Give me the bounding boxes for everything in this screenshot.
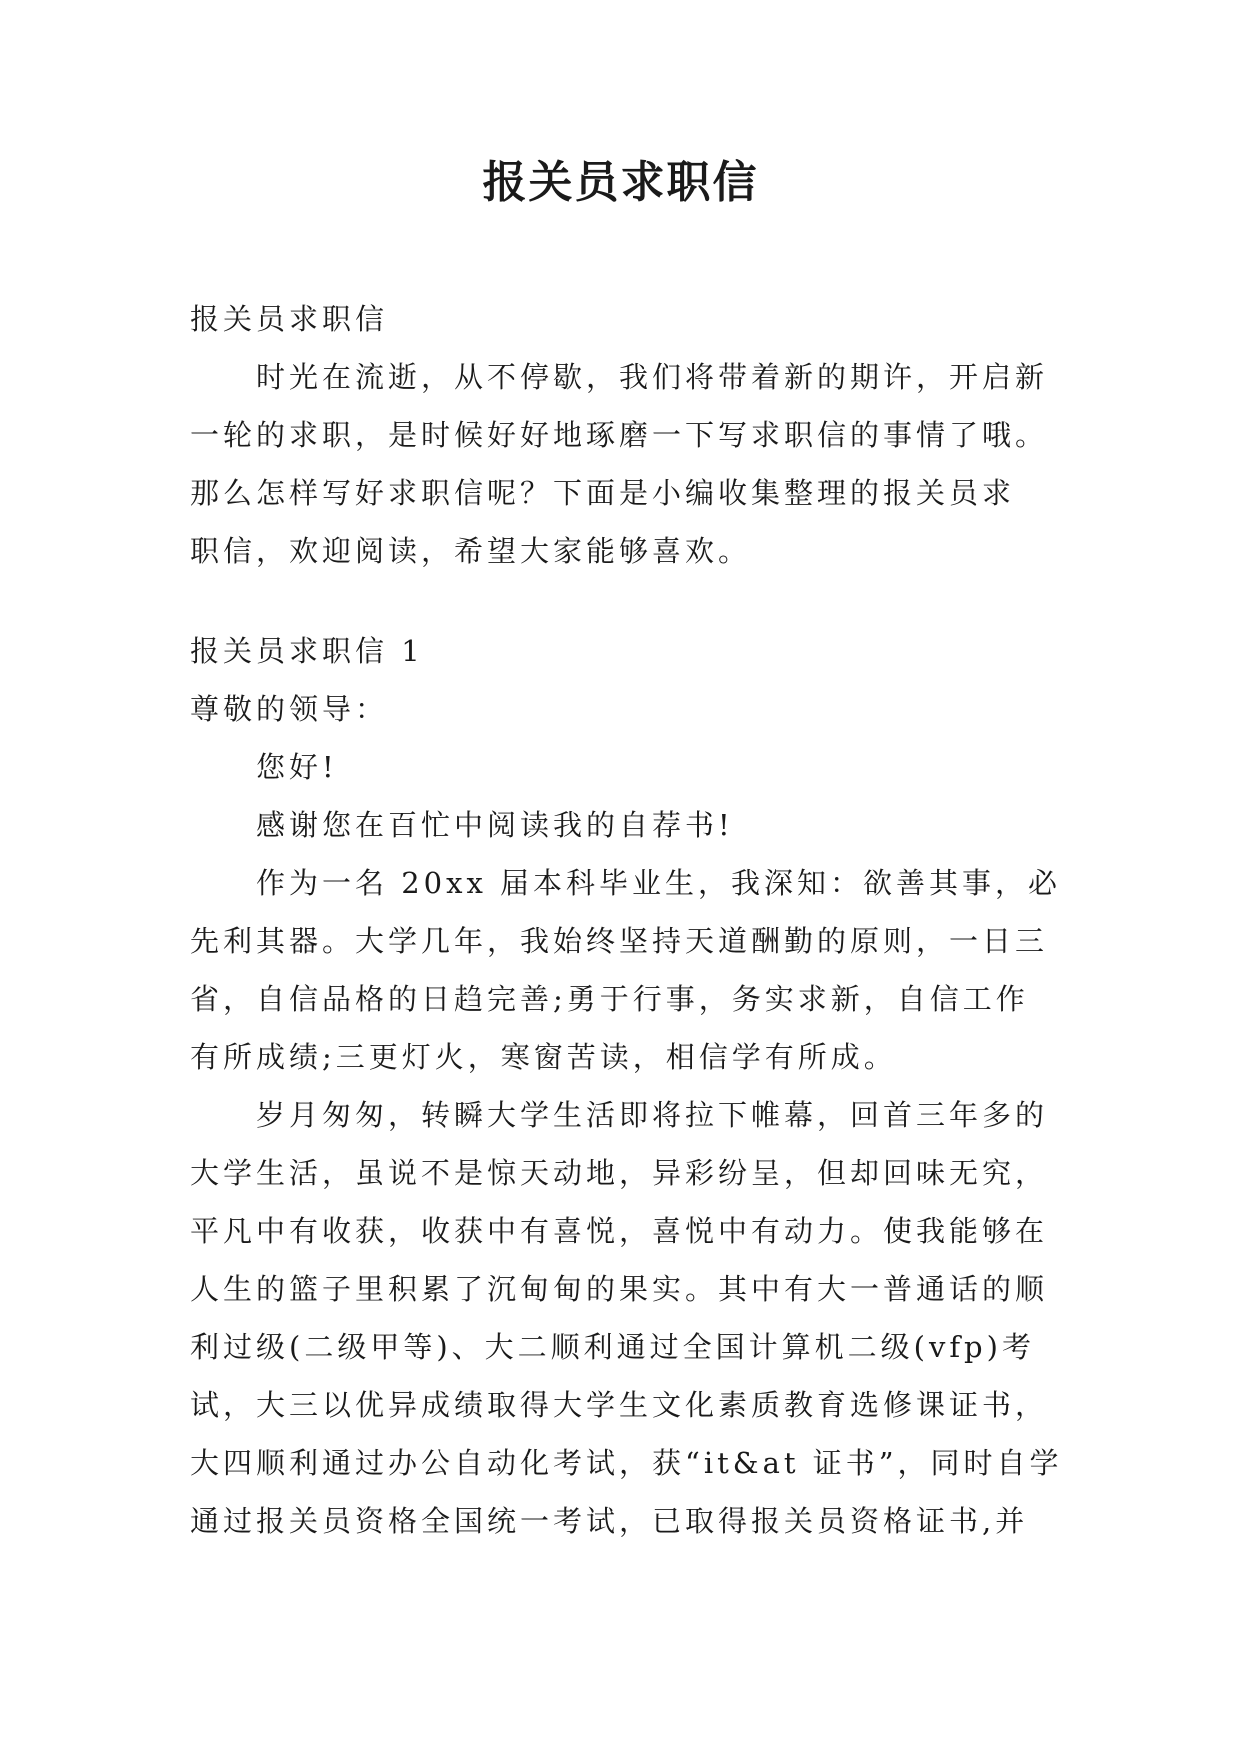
paragraph-line: 省，自信品格的日趋完善;勇于行事，务实求新，自信工作 <box>190 982 1029 1016</box>
document-body <box>190 290 1070 1550</box>
thanks-line: 感谢您在百忙中阅读我的自荐书! <box>256 808 734 842</box>
intro-line: 一轮的求职，是时候好好地琢磨一下写求职信的事情了哦。 <box>190 418 1049 452</box>
paragraph-line: 人生的篮子里积累了沉甸甸的果实。其中有大一普通话的顺 <box>190 1272 1049 1306</box>
section-heading: 报关员求职信 1 <box>190 634 424 668</box>
salutation: 尊敬的领导： <box>190 692 389 726</box>
paragraph-line: 大学生活，虽说不是惊天动地，异彩纷呈，但却回味无究， <box>190 1156 1049 1190</box>
paragraph-gap <box>190 580 1070 622</box>
paragraph-line: 有所成绩;三更灯火，寒窗苦读，相信学有所成。 <box>190 1040 897 1074</box>
document-title: 报关员求职信 <box>482 157 759 208</box>
paragraph-line: 通过报关员资格全国统一考试，已取得报关员资格证书,并 <box>190 1504 1029 1538</box>
intro-line: 时光在流逝，从不停歇，我们将带着新的期许，开启新 <box>256 360 1049 394</box>
paragraph-line: 平凡中有收获，收获中有喜悦，喜悦中有动力。使我能够在 <box>190 1214 1049 1248</box>
paragraph-line: 利过级(二级甲等)、大二顺利通过全国计算机二级(vfp)考 <box>190 1330 1035 1364</box>
paragraph-line: 岁月匆匆，转瞬大学生活即将拉下帷幕，回首三年多的 <box>256 1098 1049 1132</box>
paragraph-line: 先利其器。大学几年，我始终坚持天道酬勤的原则，一日三 <box>190 924 1049 958</box>
paragraph-line: 试，大三以优异成绩取得大学生文化素质教育选修课证书， <box>190 1388 1049 1422</box>
subtitle: 报关员求职信 <box>190 302 389 336</box>
intro-line: 那么怎样写好求职信呢？下面是小编收集整理的报关员求 <box>190 476 1016 510</box>
greeting: 您好! <box>256 750 338 784</box>
intro-line: 职信，欢迎阅读，希望大家能够喜欢。 <box>190 534 752 568</box>
paragraph-line: 作为一名 20xx 届本科毕业生，我深知：欲善其事，必 <box>256 866 1062 900</box>
paragraph-line: 大四顺利通过办公自动化考试，获“it&at 证书”，同时自学 <box>190 1446 1063 1480</box>
